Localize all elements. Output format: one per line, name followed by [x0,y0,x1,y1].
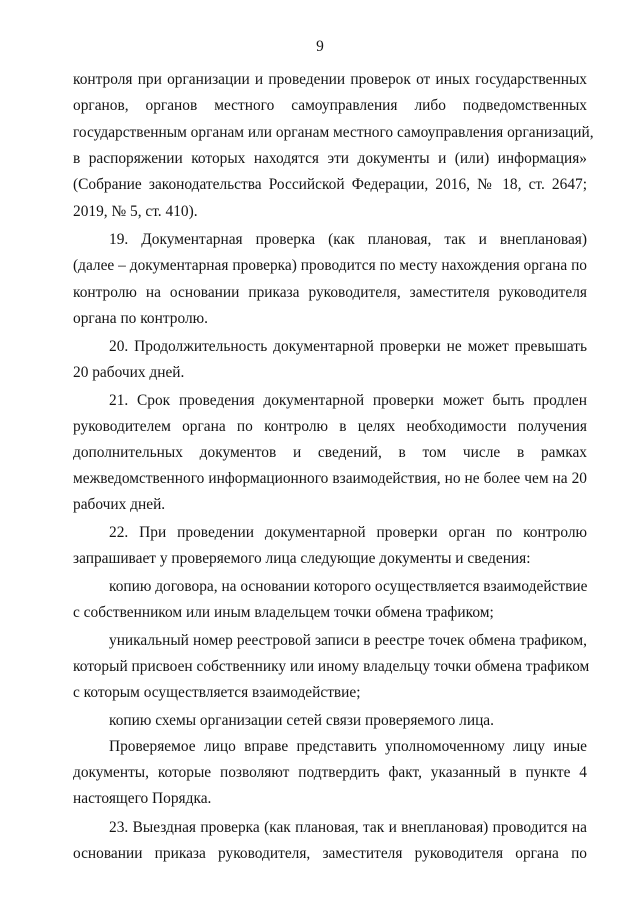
text-line: рабочих дней. [73,496,166,513]
text-line: (Собрание законодательства Российской Федерации, 2016, № 18, ст. 2647; [73,176,587,193]
text-line: руководителем органа по контролю в целях необходимости получения [73,418,587,435]
text-line: в распоряжении которых находятся эти документы и (или) информация» [73,150,587,167]
text-line: основании приказа руководителя, заместителя руководителя органа по [73,845,587,862]
text-line: контролю на основании приказа руководителя, заместителя руководителя [73,284,587,301]
text-line: органа по контролю. [73,310,208,327]
text-line: с которым осуществляется взаимодействие; [73,684,361,701]
text-line: контроля при организации и проведении проверок от иных государственных [73,71,587,88]
text-line: запрашивает у проверяемого лица следующие документы и сведения: [73,550,531,567]
text-line: органов, органов местного самоуправления либо подведомственных [73,97,587,114]
text-line: 21. Срок проведения документарной проверки может быть продлен [109,392,587,409]
text-line: 2019, № 5, ст. 410). [73,203,198,220]
text-line: дополнительных документов и сведений, в том числе в рамках [73,444,587,461]
text-line: уникальный номер реестровой записи в реестре точек обмена трафиком, [109,632,587,649]
text-line: 19. Документарная проверка (как плановая, так и внеплановая) [109,231,587,248]
text-line: (далее – документарная проверка) проводится по месту нахождения органа по [73,257,587,274]
text-line: 22. При проведении документарной проверки орган по контролю [109,524,587,541]
text-line: межведомственного информационного взаимодействия, но не более чем на 20 [73,470,587,487]
text-line: документы, которые позволяют подтвердить факт, указанный в пункте 4 [73,764,587,781]
text-line: государственным органам или органам местного самоуправления организаций, [73,124,594,141]
text-line: копию схемы организации сетей связи проверяемого лица. [109,712,494,729]
text-line: 20. Продолжительность документарной проверки не может превышать [109,338,587,355]
text-line: 20 рабочих дней. [73,364,185,381]
text-line: Проверяемое лицо вправе представить уполномоченному лицу иные [109,738,587,755]
text-line: копию договора, на основании которого осуществляется взаимодействие [109,578,588,595]
page-number: 9 [316,38,324,55]
text-line: который присвоен собственнику или иному владельцу точки обмена трафиком [73,658,590,675]
text-line: настоящего Порядка. [73,790,212,807]
text-line: 23. Выездная проверка (как плановая, так и внеплановая) проводится на [109,819,587,836]
text-line: с собственником или иным владельцем точки обмена трафиком; [73,604,494,621]
